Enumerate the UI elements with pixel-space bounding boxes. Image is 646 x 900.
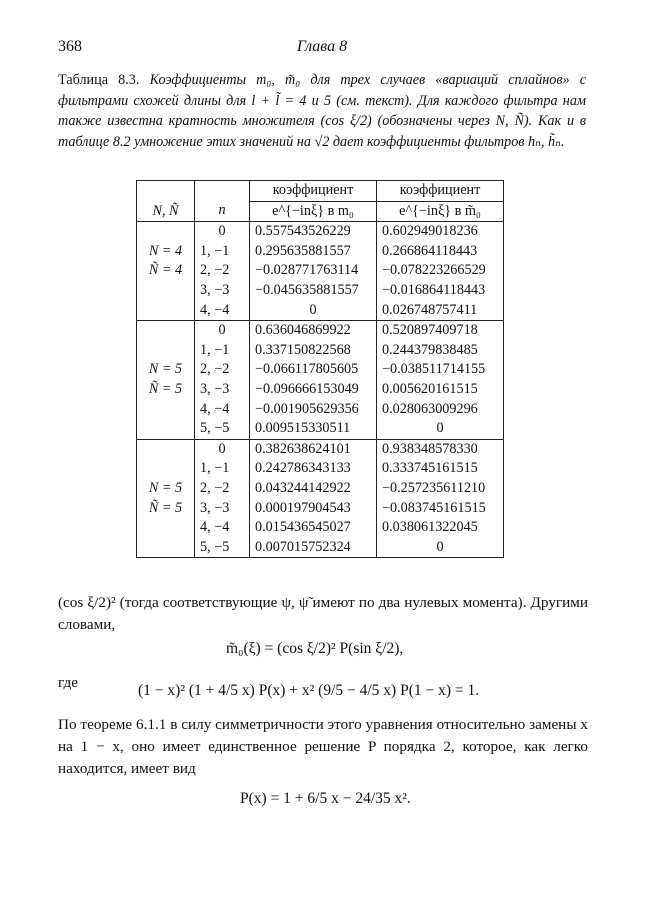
group-label-cell (137, 222, 195, 242)
mt0-cell: −0.016864118443 (377, 281, 504, 301)
group-label-cell (137, 459, 195, 479)
n-cell: 1, −1 (195, 459, 250, 479)
mt0-cell: 0.005620161515 (377, 380, 504, 400)
mt0-cell: −0.038511714155 (377, 360, 504, 380)
n-cell: 0 (195, 222, 250, 242)
col4-header-top: коэффициент (377, 181, 504, 202)
m0-cell: 0.043244142922 (250, 479, 377, 499)
mt0-cell: 0.026748757411 (377, 301, 504, 321)
m0-cell: 0.337150822568 (250, 341, 377, 361)
table-header-row (137, 181, 504, 202)
group-label-cell (137, 439, 195, 459)
equation-3: P(x) = 1 + 6/5 x − 24/35 x². (240, 790, 411, 807)
mt0-cell: 0 (377, 419, 504, 439)
n-cell: 3, −3 (195, 499, 250, 519)
caption-label: Таблица 8.3. (58, 72, 140, 88)
group-label-cell (137, 281, 195, 301)
mt0-cell: 0 (377, 538, 504, 558)
table-row (137, 261, 504, 281)
m0-cell: 0.295635881557 (250, 242, 377, 262)
n-cell: 2, −2 (195, 261, 250, 281)
group-label-nt: Ñ = 4 (137, 261, 195, 281)
table-row (137, 242, 504, 262)
page-number: 368 (58, 38, 82, 55)
mt0-cell: 0.520897409718 (377, 321, 504, 341)
table-row (137, 499, 504, 519)
m0-cell: 0.242786343133 (250, 459, 377, 479)
col4-header-bottom: e^{−inξ} в m̃₀ (377, 201, 504, 222)
n-cell: 0 (195, 439, 250, 459)
paragraph-1: (cos ξ/2)² (тогда соответствующие ψ, ψ̃ имеют по два нулевых момента). Другими словами, (58, 594, 588, 633)
table-header-row-2 (137, 201, 504, 222)
table-row (137, 538, 504, 558)
table-row (137, 380, 504, 400)
table-row (137, 419, 504, 439)
table-caption (58, 70, 586, 152)
n-cell: 1, −1 (195, 242, 250, 262)
mt0-cell: −0.083745161515 (377, 499, 504, 519)
table-row (137, 341, 504, 361)
col1-header: N, Ñ (137, 201, 195, 222)
running-header (58, 38, 586, 60)
m0-cell: 0 (250, 301, 377, 321)
n-cell: 3, −3 (195, 380, 250, 400)
mt0-cell: 0.333745161515 (377, 459, 504, 479)
table-row (137, 459, 504, 479)
mt0-cell: 0.028063009296 (377, 400, 504, 420)
m0-cell: −0.001905629356 (250, 400, 377, 420)
chapter-title: Глава 8 (296, 38, 348, 55)
m0-cell: 0.000197904543 (250, 499, 377, 519)
table-row (137, 518, 504, 538)
group-label-n: N = 4 (137, 242, 195, 262)
table-row (137, 360, 504, 380)
mt0-cell: 0.602949018236 (377, 222, 504, 242)
group-label-cell (137, 301, 195, 321)
paragraph-2: По теореме 6.1.1 в силу симметричности этого уравнения относительно замены x на 1 − x, оно имеет единственное решение P порядка 2, которое, как легко находится, имеет вид (58, 716, 588, 777)
group-label-cell (137, 341, 195, 361)
m0-cell: 0.636046869922 (250, 321, 377, 341)
n-cell: 0 (195, 321, 250, 341)
mt0-cell: 0.244379838485 (377, 341, 504, 361)
group-label-cell (137, 321, 195, 341)
m0-cell: −0.045635881557 (250, 281, 377, 301)
group-label-n: N = 5 (137, 360, 195, 380)
m0-cell: −0.096666153049 (250, 380, 377, 400)
table-row (137, 400, 504, 420)
m0-cell: 0.015436545027 (250, 518, 377, 538)
n-cell: 5, −5 (195, 419, 250, 439)
m0-cell: 0.007015752324 (250, 538, 377, 558)
mt0-cell: −0.257235611210 (377, 479, 504, 499)
coefficients-table (136, 180, 504, 558)
n-cell: 5, −5 (195, 538, 250, 558)
mt0-cell: −0.078223266529 (377, 261, 504, 281)
group-label-cell (137, 518, 195, 538)
table-row (137, 281, 504, 301)
m0-cell: 0.557543526229 (250, 222, 377, 242)
col3-header-bottom: e^{−inξ} в m₀ (250, 201, 377, 222)
table-row (137, 321, 504, 341)
n-cell: 4, −4 (195, 518, 250, 538)
table-row (137, 222, 504, 242)
m0-cell: 0.382638624101 (250, 439, 377, 459)
group-label-n: N = 5 (137, 479, 195, 499)
n-cell: 1, −1 (195, 341, 250, 361)
group-label-cell (137, 538, 195, 558)
n-cell: 2, −2 (195, 479, 250, 499)
caption-text: Коэффициенты m₀, m̃₀ для трех случаев «вариаций сплайнов» с фильтрами схожей длины для l + l̃ = 4 и 5 (см. текст). Для каждого фильтра нам также известна кратность множителя (cos ξ/2) (обозначены через N, Ñ). Как и в таблице 8.2 умножение этих значений на √2 дает коэффициенты фильтров hₙ, h̃ₙ. (58, 72, 586, 150)
col3-header-top: коэффициент (250, 181, 377, 202)
table-row (137, 439, 504, 459)
mt0-cell: 0.038061322045 (377, 518, 504, 538)
mt0-cell: 0.938348578330 (377, 439, 504, 459)
group-label-nt: Ñ = 5 (137, 499, 195, 519)
n-cell: 2, −2 (195, 360, 250, 380)
n-cell: 4, −4 (195, 301, 250, 321)
table-row (137, 479, 504, 499)
table-row (137, 301, 504, 321)
m0-cell: 0.009515330511 (250, 419, 377, 439)
n-cell: 3, −3 (195, 281, 250, 301)
equation-1: m̃₀(ξ) = (cos ξ/2)² P(sin ξ/2), (226, 640, 404, 657)
group-label-cell (137, 419, 195, 439)
mt0-cell: 0.266864118443 (377, 242, 504, 262)
m0-cell: −0.028771763114 (250, 261, 377, 281)
m0-cell: −0.066117805605 (250, 360, 377, 380)
n-cell: 4, −4 (195, 400, 250, 420)
where-label: где (58, 674, 78, 691)
group-label-nt: Ñ = 5 (137, 380, 195, 400)
col2-header: n (195, 201, 250, 222)
group-label-cell (137, 400, 195, 420)
equation-2: (1 − x)² (1 + 4/5 x) P(x) + x² (9/5 − 4/5 x) P(1 − x) = 1. (138, 682, 480, 699)
